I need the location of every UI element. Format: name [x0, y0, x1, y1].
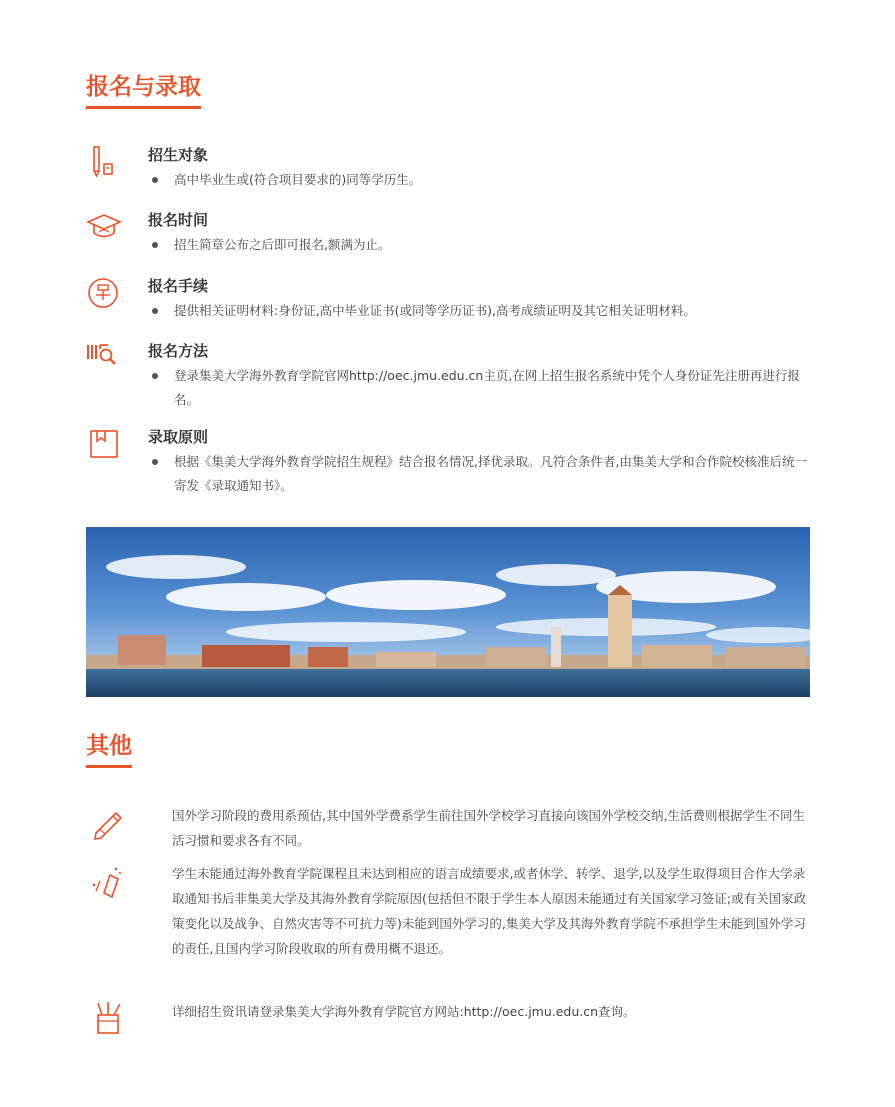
- heading-registration-method: 报名方法: [148, 342, 209, 360]
- text-website: 详细招生资讯请登录集美大学海外教育学院官方网站:http://oec.jmu.edu.cn查询。: [172, 1004, 636, 1019]
- heading-admission-principle: 录取原则: [148, 428, 209, 446]
- text-registration-procedure: 提供相关证明材料:身份证,高中毕业证书(或同等学历证书),高考成绩证明及其它相关证明材料。: [174, 299, 814, 323]
- section-title-other: 其他: [86, 733, 132, 764]
- text-target-students: 高中毕业生或(符合项目要求的)同等学历生。: [174, 168, 814, 192]
- campus-banner-image: [86, 527, 810, 697]
- text-registration-time: 招生简章公布之后即可报名,额满为止。: [174, 233, 814, 257]
- barcode-search-icon: [86, 341, 122, 375]
- pencil-icon: [88, 803, 128, 843]
- bookmark-icon: [86, 427, 122, 461]
- campus-skyline-photo: [86, 527, 810, 697]
- text-admission-principle: 根据《集美大学海外教育学院招生规程》结合报名情况,择优录取。凡符合条件者,由集美大学和合作院校核准后统一寄发《录取通知书》。: [174, 450, 814, 498]
- highlighter-icon: [88, 861, 128, 901]
- pencil-notebook-icon: [86, 145, 122, 179]
- heading-target-students: 招生对象: [148, 146, 209, 164]
- text-fees: 国外学习阶段的费用系预估,其中国外学费系学生前往国外学校学习直接向该国外学校交纳,生活费则根据学生不同生活习惯和要求各有不同。: [172, 808, 805, 848]
- graduation-cap-icon: [86, 210, 122, 244]
- text-disclaimer: 学生未能通过海外教育学院课程且未达到相应的语言成绩要求,或者休学、转学、退学,以及学生取得项目合作大学录取通知书后非集美大学及其海外教育学院原因(包括但不限于学生本人原因未能通过有关国家学习签证;或有关国家政策变化以及战争、自然灾害等不可抗力等)未能到国外学习的,集美大学及其海外教育学院不承担学生未能到国外学习的责任,且国内学习阶段收取的所有费用概不退还。: [172, 866, 807, 956]
- heading-registration-procedure: 报名手续: [148, 277, 209, 295]
- section-title-enrollment: 报名与录取: [86, 74, 201, 105]
- pen-holder-icon: [88, 999, 128, 1039]
- stamp-icon: [86, 276, 122, 310]
- text-registration-method: 登录集美大学海外教育学院官网http://oec.jmu.edu.cn主页,在网上招生报名系统中凭个人身份证先注册再进行报名。: [174, 364, 814, 412]
- heading-registration-time: 报名时间: [148, 211, 209, 229]
